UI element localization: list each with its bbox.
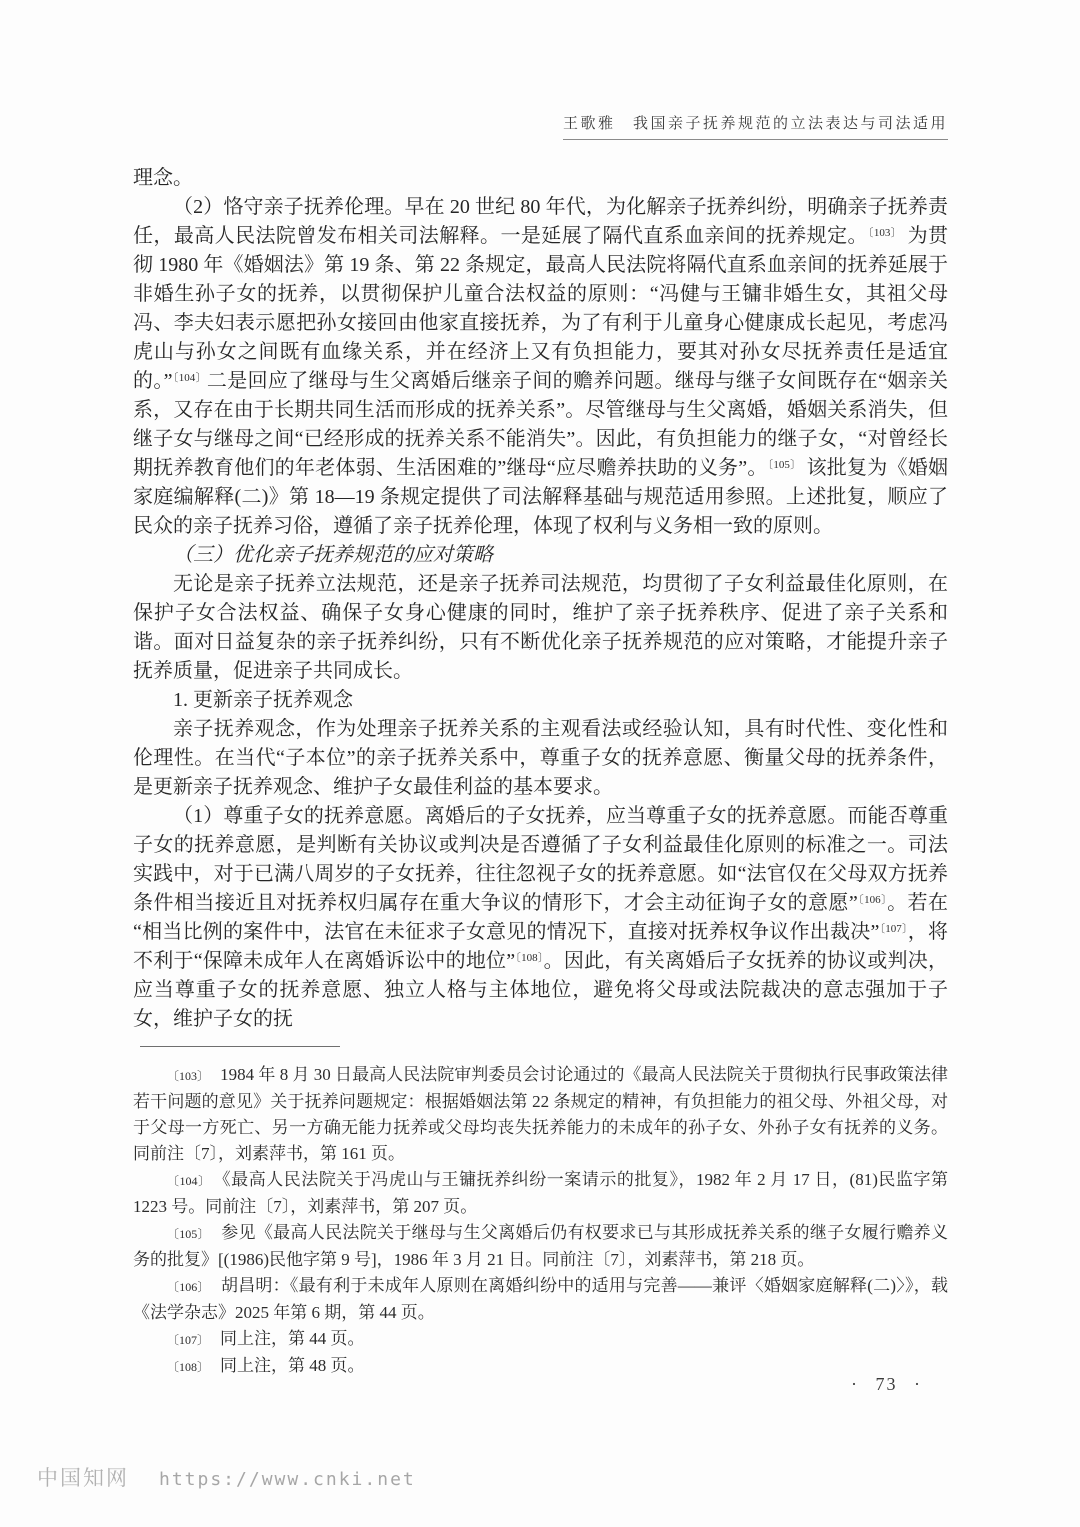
footnote-ref: 〔106〕 (857, 894, 888, 906)
footnotes-list (133, 1062, 948, 1380)
footnote-label: 〔106〕 (167, 1280, 204, 1294)
page-number: · 73 · (851, 1374, 922, 1394)
footnote-divider (140, 1046, 340, 1047)
footnote-item: 〔104〕 《最高人民法院关于冯虎山与王镛抚养纠纷一案请示的批复》，1982 年 2 月 17 日，(81)民监字第 1223 号。同前注〔7〕，刘素萍书，第 207 页。 (133, 1170, 948, 1216)
watermark-brand: 中国知网 (37, 1466, 129, 1490)
footnote-item: 〔105〕 参见《最高人民法院关于继母与生父离婚后仍有权要求已与其形成抚养关系的继子女履行赡养义务的批复》[(1986)民他字第 9 号]，1986 年 3 月 21 日。同前注〔7〕，刘素萍书，第 218 页。 (133, 1223, 948, 1269)
footnote-label: 〔108〕 (167, 1360, 204, 1374)
footnote-ref: 〔105〕 (767, 459, 802, 471)
sub-heading: 1. 更新亲子抚养观念 (173, 689, 353, 711)
running-header-title: 王歌雅 我国亲子抚养规范的立法表达与司法适用 (563, 112, 948, 140)
body-paragraph-continuation: 理念。 (133, 167, 193, 189)
body-paragraph: （1）尊重子女的抚养意愿。离婚后的子女抚养，应当尊重子女的抚养意愿。而能否尊重子女的抚养意愿，是判断有关协议或判决是否遵循了子女利益最佳化原则的标准之一。司法实践中，对于已满八周岁的子女抚养，往往忽视子女的抚养意愿。如“法官仅在父母双方抚养条件相当接近且对抚养权归属存在重大争议的情形下，才会主动征询子女的意愿”$^{〔106〕}$。若在“相当比例的案件中，法官在未征求子女意见的情况下，直接对抚养权争议作出裁决”$^{〔107〕}$，将不利于“保障未成年人在离婚诉讼中的地位”$^{〔108〕}$。因此，有关离婚后子女抚养的协议或判决，应当尊重子女的抚养意愿、独立人格与主体地位，避免将父母或法院裁决的意志强加于子女，维护子女的抚 (133, 805, 949, 1030)
section-heading: （三）优化亲子抚养规范的应对策略 (173, 544, 493, 566)
footnote-item: 〔106〕 胡昌明：《最有利于未成年人原则在离婚纠纷中的适用与完善——兼评〈婚姻家庭解释(二)〉》，载《法学杂志》2025 年第 6 期，第 44 页。 (133, 1276, 948, 1322)
footnote-ref: 〔107〕 (879, 923, 908, 935)
footnote-label: 〔103〕 (167, 1069, 204, 1083)
body-text (133, 164, 948, 1034)
footnote-ref: 〔108〕 (515, 952, 544, 964)
watermark (37, 1462, 416, 1492)
watermark-url: https://www.cnki.net (159, 1469, 416, 1490)
body-paragraph: 亲子抚养观念，作为处理亲子抚养关系的主观看法或经验认知，具有时代性、变化性和伦理性。在当代“子本位”的亲子抚养关系中，尊重子女的抚养意愿、衡量父母的抚养条件，是更新亲子抚养观念、维护子女最佳利益的基本要求。 (133, 718, 948, 798)
footnote-item: 〔103〕 1984 年 8 月 30 日最高人民法院审判委员会讨论通过的《最高人民法院关于贯彻执行民事政策法律若干问题的意见》关于抚养问题规定：根据婚姻法第 22 条规定的精神，有负担能力的祖父母、外祖父母，对于父母一方死亡、另一方确无能力抚养或父母均丧失抚养能力的未成年的孙子女、外孙子女有抚养的义务。同前注〔7〕，刘素萍书，第 161 页。 (133, 1065, 948, 1163)
footnote-label: 〔107〕 (167, 1333, 204, 1347)
running-header (563, 112, 948, 140)
body-paragraph: （2）恪守亲子抚养伦理。早在 20 世纪 80 年代，为化解亲子抚养纠纷，明确亲子抚养责任，最高人民法院曾发布相关司法解释。一是延展了隔代直系血亲间的抚养规定。$^{〔103〕}$ 为贯彻 1980 年《婚姻法》第 19 条、第 22 条规定，最高人民法院将隔代直系血亲间的抚养延展于非婚生孙子女的抚养，以贯彻保护儿童合法权益的原则：“冯健与王镛非婚生女，其祖父母冯、李夫妇表示愿把孙女接回由他家直接抚养，为了有利于儿童身心健康成长起见，考虑冯虎山与孙女之间既有血缘关系，并在经济上又有负担能力，要其对孙女尽抚养责任是适宜的。”$^{〔104〕}$二是回应了继母与生父离婚后继亲子间的赡养问题。继母与继子女间既存在“姻亲关系，又存在由于长期共同生活而形成的抚养关系”。尽管继母与生父离婚，婚姻关系消失，但继子女与继母之间“已经形成的抚养关系不能消失”。因此，有负担能力的继子女，“对曾经长期抚养教育他们的年老体弱、生活困难的”继母“应尽赡养扶助的义务”。$^{〔105〕}$ 该批复为《婚姻家庭编解释(二)》第 18—19 条规定提供了司法解释基础与规范适用参照。上述批复，顺应了民众的亲子抚养习俗，遵循了亲子抚养伦理，体现了权利与义务相一致的原则。 (133, 196, 949, 537)
footnote-item: 〔107〕 同上注，第 44 页。 (167, 1329, 365, 1348)
footnote-ref: 〔104〕 (172, 372, 207, 384)
footnote-label: 〔104〕 (167, 1174, 205, 1188)
footnote-label: 〔105〕 (167, 1227, 204, 1241)
footnote-item: 〔108〕 同上注，第 48 页。 (167, 1356, 365, 1375)
footnote-ref: 〔103〕 (867, 227, 903, 239)
body-paragraph: 无论是亲子抚养立法规范，还是亲子抚养司法规范，均贯彻了子女利益最佳化原则，在保护子女合法权益、确保子女身心健康的同时，维护了亲子抚养秩序、促进了亲子关系和谐。面对日益复杂的亲子抚养纠纷，只有不断优化亲子抚养规范的应对策略，才能提升亲子抚养质量，促进亲子共同成长。 (133, 573, 948, 682)
